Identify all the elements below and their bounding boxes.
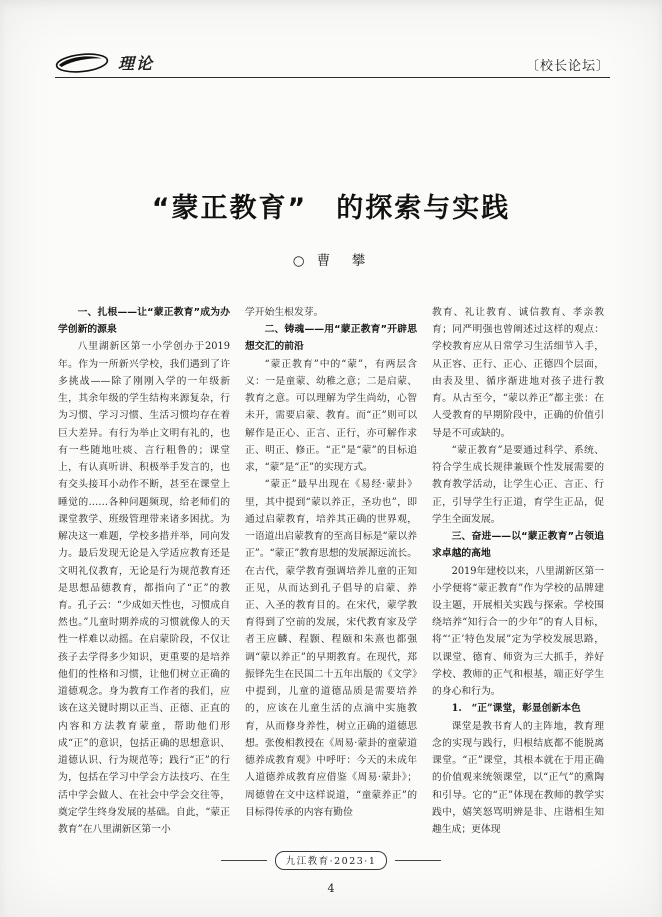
section-label: 理论 [118, 54, 155, 73]
paragraph: “蒙正教育”是要通过科学、系统、符合学生成长规律兼顾个性发展需要的教育教学活动，让学生心正、言正、行正，引导学生行正道，育学生正品，促学生全面发展。 [432, 444, 604, 525]
footer-rule-right [395, 860, 441, 861]
column-label: 〔校长论坛〕 [525, 59, 610, 74]
paragraph: “蒙正”最早出现在《易经·蒙卦》里，其中提到“蒙以养正，圣功也”，即通过启蒙教育，培养其正确的世界观，一语道出启蒙教育的至高目标是“蒙以养正”。“蒙正”教育思想的发展源远流长。在古代，蒙学教育强调培养儿童的正知正见，从而达到孔子倡导的启蒙、养正、入圣的教育目的。在宋代，蒙学教育得到了空前的发展，宋代教育家及学者王应麟、程颢、程颐和朱熹也都强调“蒙以养正”的早期教育。在现代，郑振铎先生在民国二十五年出版的《文学》中提到，儿童的道德品质是需要培养的，应该在儿童生活的点滴中实施教育，从而修身养性，树立正确的道德思想。张俊相教授在《周易·蒙卦的童蒙道德养成教育观》中呼吁：今天的未成年人道德养成教育应借鉴《周易·蒙卦》；周德曾在文中这样说道，“童蒙养正”的目标得传承的内容有勤俭 [245, 479, 417, 818]
page-number: 4 [327, 882, 335, 895]
section-heading: 二、铸魂——用“蒙正教育”开辟思想交汇的前沿 [245, 324, 417, 353]
text-column-2 [245, 304, 417, 849]
paragraph: 八里湖新区第一小学创办于2019年。作为一所新兴学校，我们遇到了许多挑战——除了刚刚入学的一年级新生，其余年级的学生结构来源复杂，行为习惯、学习习惯、生活习惯均存在着巨大差异。有行为举止文明有礼的，也有一些随地吐痰、言行粗鲁的；课堂上，有认真听讲、积极举手发言的，也有交头接耳小动作不断，甚至在课堂上睡觉的……各种问题频现，给老师们的课堂教学、班级管理带来诸多困扰。为解决这一难题，学校多措并举，同向发力。最后发现无论是入学适应教育还是文明礼仪教育，无论是行为规范教育还是思想品德教育，都指向了“正”的教育。孔子云：“少成如天性也，习惯成自然也。”儿童时期养成的习惯就像人的天性一样难以动摇。在启蒙阶段，不仅让孩子去学得多少知识，更重要的是培养他们的性格和习惯，让他们树立正确的道德观念。身为教育工作者的我们，应该在这关键时期以正当、正德、正直的内容和方法教育蒙童，帮助他们形成“正”的意识，包括正确的思想意识、道德认识、行为规范等；践行“正”的行为，包括在学习中学会方法技巧、在生活中学会做人、在社会中学会交往等，奠定学生终身发展的基础。自此，“蒙正教育”在八里湖新区第一小 [58, 341, 230, 836]
text-column-1 [58, 304, 230, 849]
text-column-3 [432, 304, 604, 849]
journal-brand [55, 51, 154, 74]
paragraph: 2019年建校以来，八里湖新区第一小学便将“蒙正教育”作为学校的品牌建设主题，开展相关实践与探索。学校围绕培养“知行合一的少年”的育人目标，将“‘正’特色发展”定为学校发展思路，以课堂、德育、师资为三大抓手，养好学校、教师的正气和根基，端正好学生的身心和行为。 [432, 565, 604, 698]
page-header [55, 50, 610, 78]
article-body [58, 304, 604, 849]
section-heading: 一、扎根——让“蒙正教育”成为办学创新的源泉 [58, 307, 230, 336]
journal-footer [0, 851, 662, 870]
swoosh-logo-icon [55, 52, 111, 74]
sub-heading: 1. “正”课堂，彰显创新本色 [451, 703, 581, 715]
paragraph-continuation: 学开始生根发芽。 [245, 307, 324, 318]
paragraph: “蒙正教育”中的“蒙”，有两层含义：一是童蒙、幼稚之意；二是启蒙、教育之意。可以理解为学生尚幼，心智未开，需要启蒙、教育。而“正”则可以解作是正心、正言、正行，亦可解作求正、明正、修正。“正”是“蒙”的目标追求，“蒙”是“正”的实现方式。 [245, 358, 417, 474]
journal-issue-badge: 九江教育·2023·1 [275, 851, 388, 870]
section-heading: 三、奋进——以“蒙正教育”占领追求卓越的高地 [432, 531, 604, 560]
footer-rule-left [221, 860, 267, 861]
paragraph: 课堂是教书育人的主阵地，教育理念的实现与践行，归根结底都不能脱离课堂。“正”课堂，其根本就在于用正确的价值观来统领课堂，以“正气”的熏陶和引导。它的“正”体现在教师的教学实践中，嬉笑怒骂明辨是非、庄谐相生知趣生成；更体现 [432, 720, 604, 836]
author-line: ○ 曹 攀 [292, 253, 370, 269]
article-title: “蒙正教育” 的探索与实践 [151, 193, 511, 224]
paragraph-continuation: 教育、礼让教育、诚信教育、孝亲教育；同严明强也曾阐述过这样的观点：学校教育应从日常学习生活细节入手，从正容、正行、正心、正德四个层面，由表及里、循序渐进地对孩子进行教育。从古至今，“蒙以养正”都主张：在人受教育的早期阶段中，正确的价值引导是不可或缺的。 [432, 307, 604, 439]
